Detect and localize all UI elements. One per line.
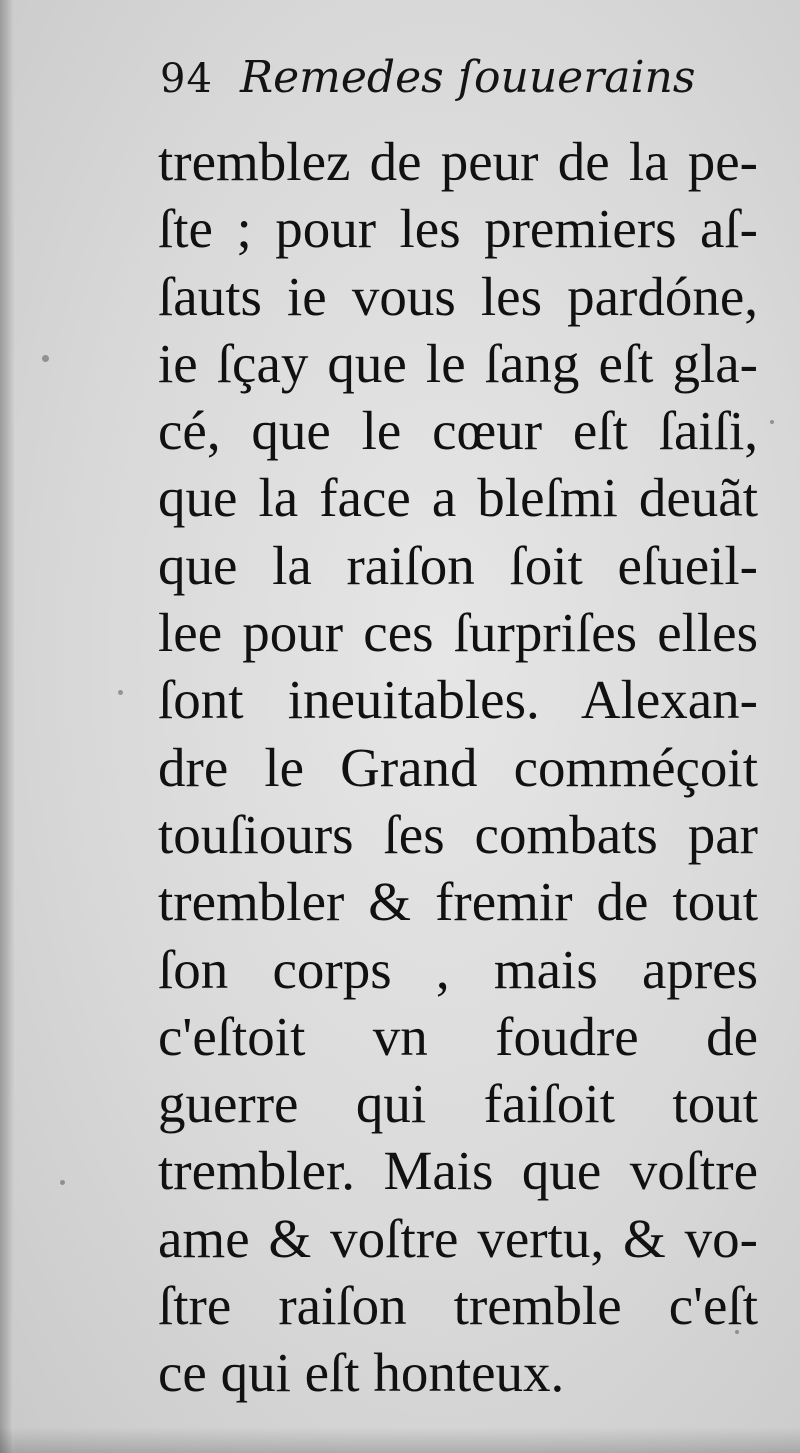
running-title: Remedes ſouuerains xyxy=(240,52,696,103)
text-line: ce qui eſt honteux. xyxy=(158,1342,565,1404)
running-head xyxy=(160,52,760,122)
text-line: touſiours ſes combats par xyxy=(158,803,758,865)
text-line: ame & voſtre vertu, & vo- xyxy=(158,1207,758,1269)
body-text xyxy=(158,128,758,1407)
page-number: 94 xyxy=(160,56,213,102)
paper-speck xyxy=(770,420,774,424)
text-line: tremblez de peur de la pe- xyxy=(158,131,758,192)
text-line: guerre qui faiſoit tout xyxy=(158,1073,758,1135)
text-line: ie ſçay que le ſang eſt gla- xyxy=(158,332,758,394)
text-line: c'eſtoit vn foudre de xyxy=(158,1005,758,1067)
text-line: que la face a bleſmi deuãt xyxy=(158,467,758,529)
text-line: dre le Grand comméçoit xyxy=(158,736,758,798)
paper-speck xyxy=(42,355,49,362)
text-line: ſte ; pour les premiers aſ- xyxy=(158,198,758,260)
paper-speck xyxy=(118,690,123,695)
paper-speck xyxy=(60,1180,65,1185)
text-line: ſtre raiſon tremble c'eſt xyxy=(158,1275,758,1337)
page-binding-edge xyxy=(0,0,14,1453)
text-line: ſont ineuitables. Alexan- xyxy=(158,669,758,731)
text-line: lee pour ces ſurpriſes elles xyxy=(158,602,758,664)
page-bottom-shadow xyxy=(0,1427,800,1453)
text-line: trembler & fremir de tout xyxy=(158,871,758,933)
text-line: ſauts ie vous les pardóne, xyxy=(158,265,758,327)
text-line: ſon corps , mais apres xyxy=(158,938,758,1000)
text-line: trembler. Mais que voſtre xyxy=(158,1140,758,1202)
text-line: que la raiſon ſoit eſueil- xyxy=(158,534,758,596)
text-line: cé, que le cœur eſt ſaiſi, xyxy=(158,400,758,462)
